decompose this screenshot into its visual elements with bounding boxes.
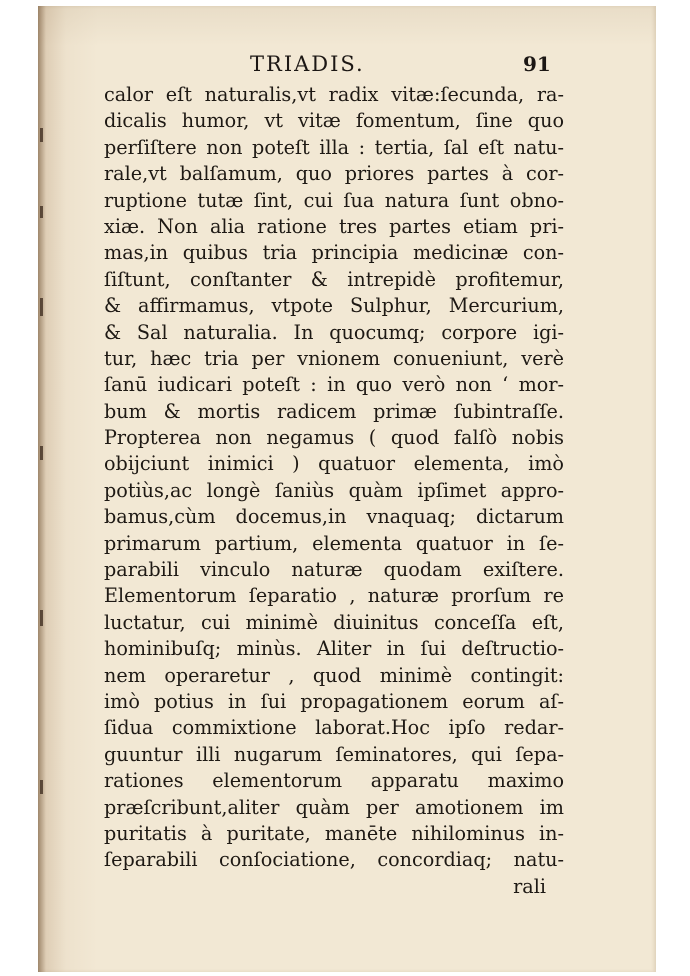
- running-title: TRIADIS.: [250, 52, 365, 76]
- text-line: Elementorum ſeparatio , naturæ prorſum re: [104, 584, 564, 608]
- text-line: puritatis à puritate, manēte nihilominus in-: [104, 821, 564, 845]
- text-line: xiæ. Non alia ratione tres partes etiam pri-: [104, 214, 564, 238]
- text-line: calor eſt naturalis,vt radix vitæ:ſecunda, ra-: [104, 83, 564, 106]
- gutter-mark: [40, 610, 43, 626]
- catchword: rali: [513, 874, 546, 898]
- text-line: nem operaretur , quod minimè contingit:: [104, 663, 564, 687]
- text-line: tur, hæc tria per vnionem conueniunt, verè: [104, 346, 564, 370]
- page-edge-shadow: [38, 6, 46, 972]
- text-line: rationes elementorum apparatu maximo: [104, 769, 564, 793]
- page-number: 91: [523, 52, 551, 76]
- text-line: dicalis humor, vt vitæ fomentum, ſine quo: [104, 109, 564, 133]
- text-line: imò potius in ſui propagationem eorum aſ-: [104, 689, 564, 713]
- text-line: mas,in quibus tria principia medicinæ con-: [104, 241, 564, 265]
- text-line: potiùs,ac longè ſaniùs quàm ipſimet appro-: [104, 478, 564, 502]
- text-line: Propterea non negamus ( quod falſò nobis: [104, 426, 564, 450]
- text-line: & Sal naturalia. In quocumq; corpore igi-: [104, 320, 564, 344]
- text-line: bamus,cùm docemus,in vnaquaq; dictarum: [104, 505, 564, 529]
- text-line: & affirmamus, vtpote Sulphur, Mercurium,: [104, 294, 564, 318]
- text-line: primarum partium, elementa quatuor in ſe-: [104, 531, 564, 555]
- text-line: ſiſtunt, conſtanter & intrepidè profitemur,: [104, 267, 564, 291]
- text-line: obijciunt inimici ) quatuor elementa, imò: [104, 452, 564, 476]
- text-line: ruptione tutæ ſint, cui ſua natura ſunt obno-: [104, 188, 564, 212]
- text-line: perſiſtere non poteſt illa : tertia, ſal eſt natu-: [104, 135, 564, 159]
- text-line: guuntur illi nugarum ſeminatores, qui ſepa-: [104, 742, 564, 766]
- text-line: rale,vt balſamum, quo priores partes à cor-: [104, 162, 564, 186]
- gutter-mark: [40, 446, 43, 460]
- gutter-mark: [40, 128, 43, 142]
- text-line: hominibuſq; minùs. Aliter in ſui deſtructio-: [104, 637, 564, 661]
- gutter-mark: [40, 298, 43, 316]
- text-line: ſeparabili conſociatione, concordiaq; natu-: [104, 848, 564, 872]
- gutter-mark: [40, 780, 43, 794]
- text-line: bum & mortis radicem primæ ſubintraſſe.: [104, 399, 564, 423]
- text-line: parabili vinculo naturæ quodam exiſtere.: [104, 558, 564, 582]
- text-line: ſanū iudicari poteſt : in quo verò non ‘ mor-: [104, 373, 564, 397]
- body-text: [104, 82, 564, 900]
- text-line: ſidua commixtione laborat.Hoc ipſo redar-: [104, 716, 564, 740]
- text-line: præſcribunt,aliter quàm per amotionem im: [104, 795, 564, 819]
- gutter-mark: [40, 206, 43, 218]
- text-line: luctatur, cui minimè diuinitus conceſſa eſt,: [104, 610, 564, 634]
